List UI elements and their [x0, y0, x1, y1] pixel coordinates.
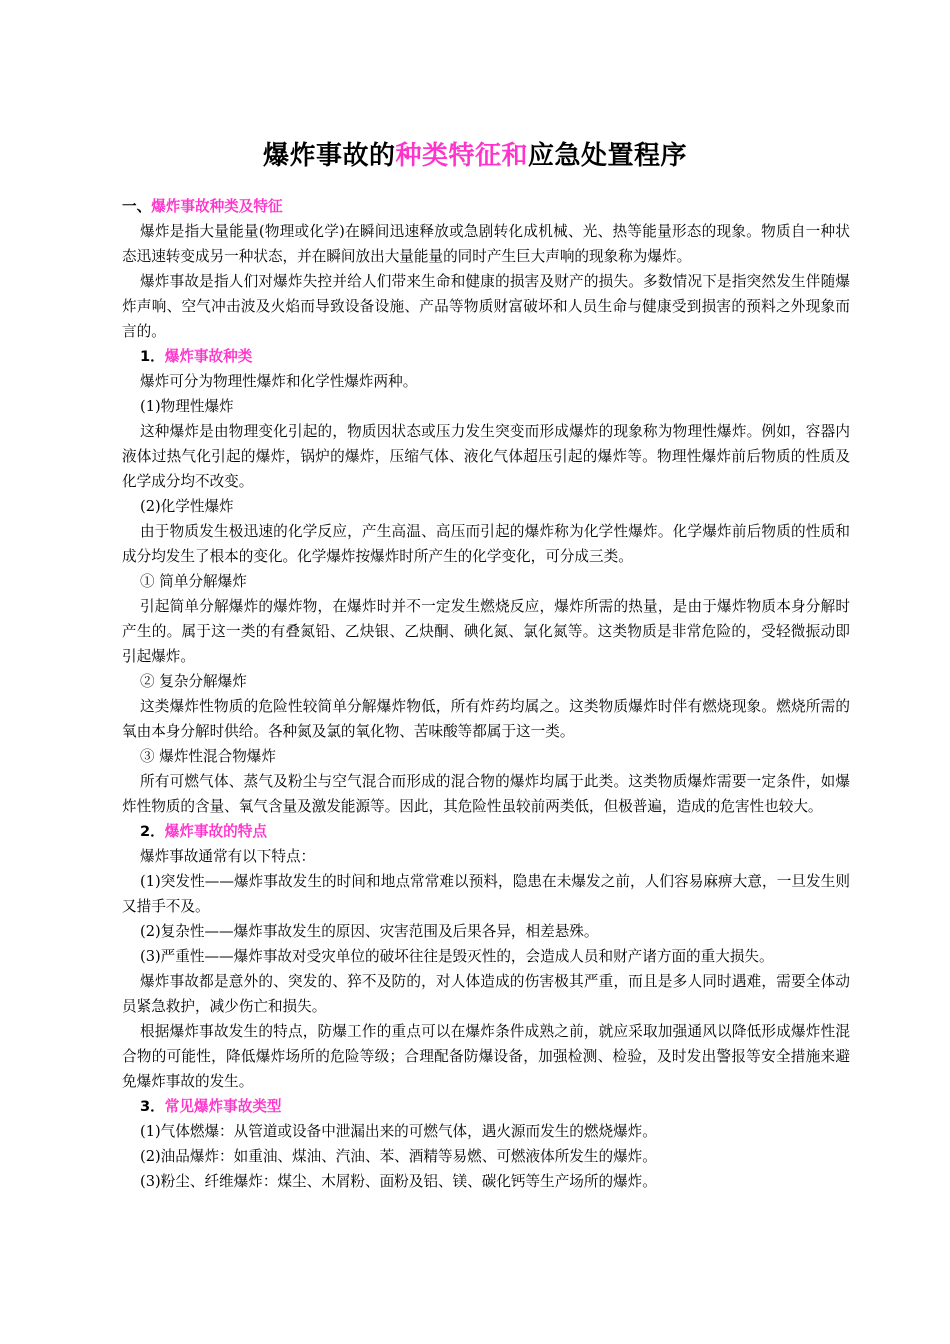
- subheading-2: [122, 819, 850, 844]
- item-physical-explosion: (1)物理性爆炸: [140, 398, 234, 415]
- paragraph-physical-explosion: 这种爆炸是由物理变化引起的，物质因状态或压力发生突变而形成爆炸的现象称为物理性爆炸。例如，容器内液体过热气化引起的爆炸，锅炉的爆炸，压缩气体、液化气体超压引起的爆炸等。物理性爆炸前后物质的性质及化学成分均不改变。: [122, 423, 850, 490]
- subheading-1-number: 1．: [140, 348, 165, 365]
- subheading-3: [122, 1094, 850, 1119]
- item-mixture-explosion: ③ 爆炸性混合物爆炸: [140, 748, 276, 765]
- paragraph-prevention: 根据爆炸事故发生的特点，防爆工作的重点可以在爆炸条件成熟之前，就应采取加强通风以降低形成爆炸性混合物的可能性，降低爆炸场所的危险等级；合理配备防爆设备，加强检测、检验，及时发出警报等安全措施来避免爆炸事故的发生。: [122, 1023, 850, 1090]
- subheading-2-title: 爆炸事故的特点: [164, 823, 267, 840]
- paragraph-simple-decomposition: 引起简单分解爆炸的爆炸物，在爆炸时并不一定发生燃烧反应，爆炸所需的热量，是由于爆炸物质本身分解时产生的。属于这一类的有叠氮铅、乙炔银、乙炔酮、碘化氮、氯化氮等。这类物质是非常危险的，受轻微振动即引起爆炸。: [122, 598, 850, 665]
- item-oil-explosion: (2)油品爆炸：如重油、煤油、汽油、苯、酒精等易燃、可燃液体所发生的爆炸。: [140, 1148, 657, 1165]
- paragraph-rescue: 爆炸事故都是意外的、突发的、猝不及防的，对人体造成的伤害极其严重，而且是多人同时遇难，需要全体动员紧急救护，减少伤亡和损失。: [122, 973, 850, 1015]
- item-gas-explosion: (1)气体燃爆：从管道或设备中泄漏出来的可燃气体，遇火源而发生的燃烧爆炸。: [140, 1123, 657, 1140]
- title-part-3: 应急处置程序: [528, 141, 688, 171]
- item-simple-decomposition: ① 简单分解爆炸: [140, 573, 247, 590]
- item-complex-decomposition: ② 复杂分解爆炸: [140, 673, 247, 690]
- paragraph-mixture-explosion: 所有可燃气体、蒸气及粉尘与空气混合而形成的混合物的爆炸均属于此类。这类物质爆炸需要一定条件，如爆炸性物质的含量、氧气含量及激发能源等。因此，其危险性虽较前两类低，但极普遍，造成的危害性也较大。: [122, 773, 850, 815]
- paragraph-features-intro: 爆炸事故通常有以下特点：: [140, 848, 316, 865]
- document-title: [0, 136, 950, 176]
- item-dust-explosion: (3)粉尘、纤维爆炸：煤尘、木屑粉、面粉及铝、镁、碳化钙等生产场所的爆炸。: [140, 1173, 657, 1190]
- subheading-1: [122, 344, 850, 369]
- document-body: [122, 194, 850, 1194]
- paragraph-accident-definition: 爆炸事故是指人们对爆炸失控并给人们带来生命和健康的损害及财产的损失。多数情况下是指突然发生伴随爆炸声响、空气冲击波及火焰而导致设备设施、产品等物质财富破坏和人员生命与健康受到损害的预料之外现象而言的。: [122, 273, 850, 340]
- subheading-3-title: 常见爆炸事故类型: [164, 1098, 282, 1115]
- paragraph-types-intro: 爆炸可分为物理性爆炸和化学性爆炸两种。: [140, 373, 418, 390]
- item-complexity: (2)复杂性——爆炸事故发生的原因、灾害范围及后果各异，相差悬殊。: [140, 923, 599, 940]
- item-chemical-explosion: (2)化学性爆炸: [140, 498, 234, 515]
- subheading-3-number: 3．: [140, 1098, 165, 1115]
- title-part-1: 爆炸事故的: [262, 141, 396, 171]
- section-1-title: 爆炸事故种类及特征: [151, 198, 283, 215]
- section-1-prefix: 一、: [122, 198, 152, 215]
- item-suddenness: (1)突发性——爆炸事故发生的时间和地点常常难以预料，隐患在未爆发之前，人们容易麻痹大意，一旦发生则又措手不及。: [122, 873, 850, 915]
- title-part-2-highlight: 种类特征和: [395, 141, 528, 171]
- paragraph-chemical-explosion: 由于物质发生极迅速的化学反应，产生高温、高压而引起的爆炸称为化学性爆炸。化学爆炸前后物质的性质和成分均发生了根本的变化。化学爆炸按爆炸时所产生的化学变化，可分成三类。: [122, 523, 850, 565]
- item-severity: (3)严重性——爆炸事故对受灾单位的破坏往往是毁灭性的，会造成人员和财产诸方面的重大损失。: [140, 948, 774, 965]
- paragraph-complex-decomposition: 这类爆炸性物质的危险性较简单分解爆炸物低，所有炸药均属之。这类物质爆炸时伴有燃烧现象。燃烧所需的氧由本身分解时供给。各种氮及氯的氧化物、苦味酸等都属于这一类。: [122, 698, 850, 740]
- paragraph-explosion-definition: 爆炸是指大量能量(物理或化学)在瞬间迅速释放或急剧转化成机械、光、热等能量形态的现象。物质自一种状态迅速转变成另一种状态，并在瞬间放出大量能量的同时产生巨大声响的现象称为爆炸。: [122, 223, 850, 265]
- subheading-1-title: 爆炸事故种类: [164, 348, 253, 365]
- section-heading-1: [122, 194, 850, 219]
- subheading-2-number: 2．: [140, 823, 165, 840]
